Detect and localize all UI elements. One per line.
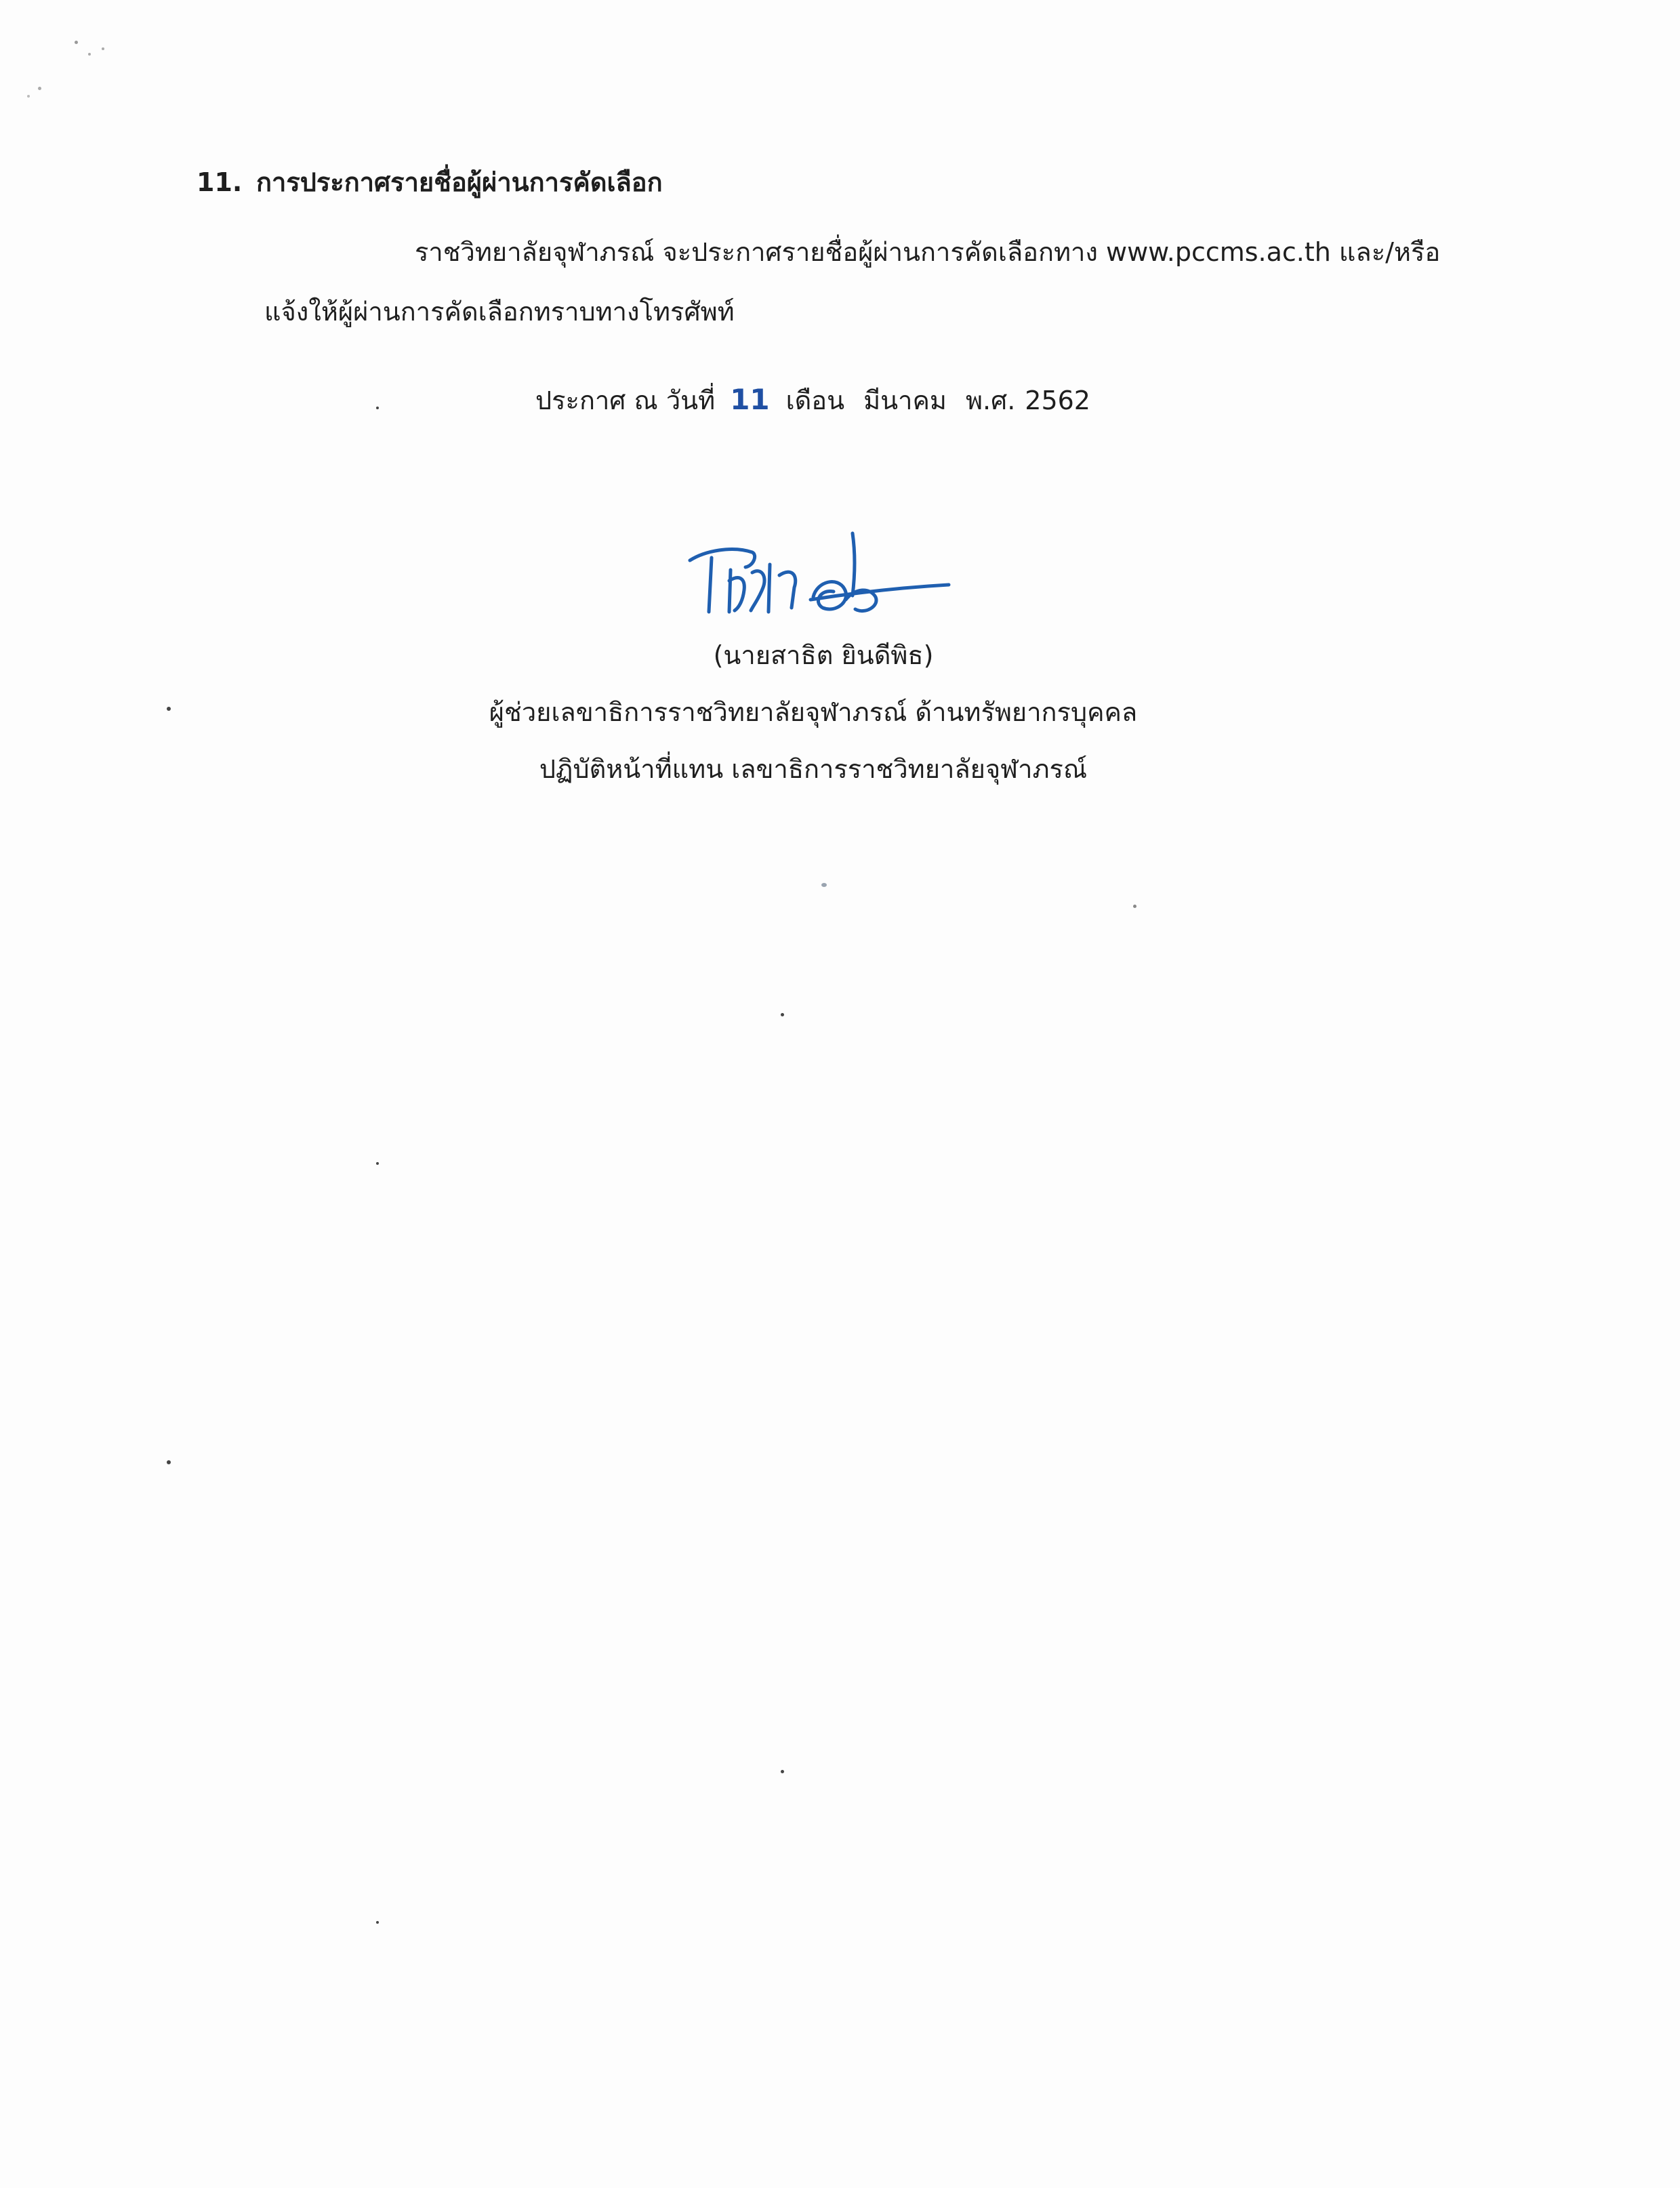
date-month: มีนาคม: [863, 386, 947, 415]
signatory-title-line-2: ปฏิบัติหน้าที่แทน เลขาธิการราชวิทยาลัยจุฬาภรณ์: [539, 754, 1088, 784]
date-year: 2562: [1025, 386, 1090, 415]
scan-speck: [781, 1013, 784, 1016]
scan-speck: [821, 883, 827, 887]
scan-speck: [376, 1162, 379, 1165]
scan-speck: [38, 87, 41, 90]
date-prefix: ประกาศ ณ วันที่: [535, 386, 716, 415]
scan-speck: [376, 407, 379, 409]
signatory-title-line-1: ผู้ช่วยเลขาธิการราชวิทยาลัยจุฬาภรณ์ ด้านทรัพยากรบุคคล: [489, 697, 1138, 727]
section-title: การประกาศรายชื่อผู้ผ่านการคัดเลือก: [256, 167, 663, 197]
scan-speck: [167, 1460, 171, 1464]
section-heading: [197, 161, 663, 203]
announcement-paragraph: [264, 222, 1457, 342]
scan-speck: [781, 1770, 784, 1773]
paragraph-line-2: แจ้งให้ผู้ผ่านการคัดเลือกทราบทางโทรศัพท์: [264, 297, 735, 327]
scan-speck: [102, 47, 104, 50]
scan-speck: [75, 41, 78, 44]
scan-speck: [88, 53, 91, 56]
scan-speck: [167, 707, 171, 711]
paragraph-line-1: ราชวิทยาลัยจุฬาภรณ์ จะประกาศรายชื่อผู้ผ่านการคัดเลือกทาง www.pccms.ac.th และ/หรือ: [415, 237, 1441, 267]
announcement-date: [535, 379, 1090, 421]
date-year-label: พ.ศ.: [965, 386, 1016, 415]
scan-speck: [376, 1921, 379, 1924]
signatory-name: (นายสาธิต ยินดีพิธ): [713, 640, 934, 670]
date-month-label: เดือน: [785, 386, 845, 415]
date-day: 11: [730, 383, 770, 416]
scan-speck: [27, 95, 30, 98]
handwritten-signature: [678, 525, 969, 640]
signatory-block: [407, 627, 1220, 798]
scan-speck: [1133, 905, 1136, 908]
section-number: 11.: [197, 167, 243, 197]
